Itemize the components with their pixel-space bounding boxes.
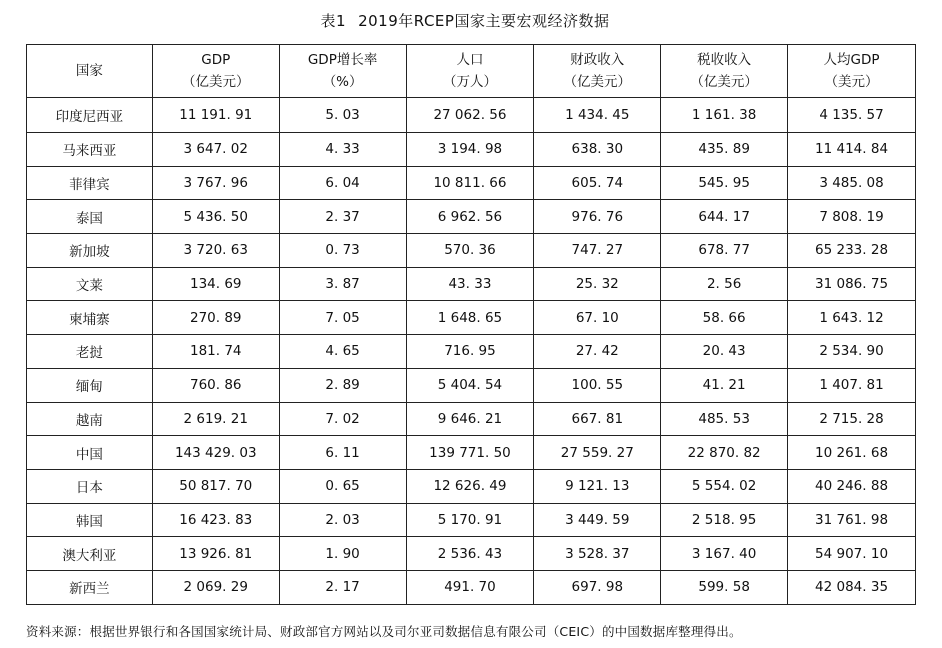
value-cell: 2. 03 (279, 503, 406, 537)
source-note: 资料来源：根据世界银行和各国国家统计局、财政部官方网站以及司尔亚司数据信息有限公司（CEIC）的中国数据库整理得出。 (26, 624, 742, 639)
value-cell: 10 261. 68 (788, 436, 916, 470)
value-cell: 5 170. 91 (406, 503, 534, 537)
value-cell: 10 811. 66 (406, 166, 534, 200)
value-cell: 22 870. 82 (661, 436, 788, 470)
value-cell: 2 534. 90 (788, 335, 916, 369)
value-cell: 6. 04 (279, 166, 406, 200)
column-header-label: 人口 (456, 52, 484, 68)
value-cell: 638. 30 (534, 133, 661, 167)
value-cell: 644. 17 (661, 200, 788, 234)
value-cell: 143 429. 03 (152, 436, 279, 470)
value-cell: 2. 56 (661, 267, 788, 301)
value-cell: 2 069. 29 (152, 570, 279, 604)
country-cell: 澳大利亚 (27, 537, 153, 571)
value-cell: 11 414. 84 (788, 133, 916, 167)
value-cell: 1 648. 65 (406, 301, 534, 335)
column-header-tax-revenue (661, 45, 788, 98)
column-header-population (406, 45, 534, 98)
value-cell: 2 619. 21 (152, 402, 279, 436)
value-cell: 100. 55 (534, 368, 661, 402)
value-cell: 67. 10 (534, 301, 661, 335)
value-cell: 27 559. 27 (534, 436, 661, 470)
value-cell: 139 771. 50 (406, 436, 534, 470)
country-cell: 马来西亚 (27, 133, 153, 167)
value-cell: 2 715. 28 (788, 402, 916, 436)
value-cell: 760. 86 (152, 368, 279, 402)
value-cell: 134. 69 (152, 267, 279, 301)
value-cell: 5 554. 02 (661, 469, 788, 503)
value-cell: 3 194. 98 (406, 133, 534, 167)
value-cell: 12 626. 49 (406, 469, 534, 503)
country-cell: 缅甸 (27, 368, 153, 402)
table-row (27, 166, 916, 200)
column-header-label: GDP (201, 52, 231, 68)
column-header-unit: （万人） (442, 74, 497, 90)
table-row (27, 570, 916, 604)
table-row (27, 335, 916, 369)
table-row (27, 200, 916, 234)
value-cell: 2. 89 (279, 368, 406, 402)
table-row (27, 537, 916, 571)
value-cell: 3 167. 40 (661, 537, 788, 571)
value-cell: 42 084. 35 (788, 570, 916, 604)
value-cell: 7. 02 (279, 402, 406, 436)
table-row (27, 98, 916, 133)
country-cell: 新西兰 (27, 570, 153, 604)
column-header-unit: （%） (322, 74, 363, 90)
column-header-unit: （亿美元） (690, 74, 758, 90)
value-cell: 605. 74 (534, 166, 661, 200)
value-cell: 181. 74 (152, 335, 279, 369)
column-header-label: 税收收入 (697, 52, 752, 68)
value-cell: 20. 43 (661, 335, 788, 369)
value-cell: 3. 87 (279, 267, 406, 301)
value-cell: 4. 33 (279, 133, 406, 167)
value-cell: 43. 33 (406, 267, 534, 301)
value-cell: 58. 66 (661, 301, 788, 335)
table-row (27, 301, 916, 335)
column-header-gdp-per-capita (788, 45, 916, 98)
table-row (27, 234, 916, 268)
country-cell: 柬埔寨 (27, 301, 153, 335)
country-cell: 印度尼西亚 (27, 98, 153, 133)
column-header-label: 财政收入 (570, 52, 625, 68)
value-cell: 2. 37 (279, 200, 406, 234)
column-header-fiscal-revenue (534, 45, 661, 98)
value-cell: 25. 32 (534, 267, 661, 301)
value-cell: 5 436. 50 (152, 200, 279, 234)
value-cell: 1 643. 12 (788, 301, 916, 335)
table-body (27, 98, 916, 605)
value-cell: 31 086. 75 (788, 267, 916, 301)
value-cell: 667. 81 (534, 402, 661, 436)
value-cell: 3 449. 59 (534, 503, 661, 537)
table-row (27, 133, 916, 167)
value-cell: 1 407. 81 (788, 368, 916, 402)
value-cell: 0. 65 (279, 469, 406, 503)
value-cell: 270. 89 (152, 301, 279, 335)
header-row (27, 45, 916, 98)
value-cell: 697. 98 (534, 570, 661, 604)
value-cell: 54 907. 10 (788, 537, 916, 571)
value-cell: 3 528. 37 (534, 537, 661, 571)
column-header-country (27, 45, 153, 98)
value-cell: 9 646. 21 (406, 402, 534, 436)
table-row (27, 267, 916, 301)
value-cell: 65 233. 28 (788, 234, 916, 268)
value-cell: 545. 95 (661, 166, 788, 200)
value-cell: 27. 42 (534, 335, 661, 369)
value-cell: 747. 27 (534, 234, 661, 268)
country-cell: 越南 (27, 402, 153, 436)
value-cell: 3 767. 96 (152, 166, 279, 200)
value-cell: 3 485. 08 (788, 166, 916, 200)
value-cell: 976. 76 (534, 200, 661, 234)
value-cell: 2. 17 (279, 570, 406, 604)
table-row (27, 469, 916, 503)
table-row (27, 368, 916, 402)
value-cell: 716. 95 (406, 335, 534, 369)
column-header-gdp-growth (279, 45, 406, 98)
value-cell: 13 926. 81 (152, 537, 279, 571)
value-cell: 27 062. 56 (406, 98, 534, 133)
value-cell: 5. 03 (279, 98, 406, 133)
value-cell: 11 191. 91 (152, 98, 279, 133)
value-cell: 2 518. 95 (661, 503, 788, 537)
value-cell: 6 962. 56 (406, 200, 534, 234)
macro-data-table (26, 44, 916, 605)
value-cell: 1 434. 45 (534, 98, 661, 133)
value-cell: 41. 21 (661, 368, 788, 402)
value-cell: 570. 36 (406, 234, 534, 268)
column-header-unit: （亿美元） (182, 74, 250, 90)
value-cell: 40 246. 88 (788, 469, 916, 503)
country-cell: 日本 (27, 469, 153, 503)
column-header-label: GDP增长率 (307, 52, 378, 68)
value-cell: 4. 65 (279, 335, 406, 369)
column-header-label: 人均GDP (823, 52, 880, 68)
country-cell: 老挝 (27, 335, 153, 369)
value-cell: 7 808. 19 (788, 200, 916, 234)
value-cell: 5 404. 54 (406, 368, 534, 402)
country-cell: 新加坡 (27, 234, 153, 268)
country-cell: 泰国 (27, 200, 153, 234)
country-cell: 中国 (27, 436, 153, 470)
table-row (27, 503, 916, 537)
column-header-gdp (152, 45, 279, 98)
table-number: 表1 (320, 12, 347, 30)
value-cell: 485. 53 (661, 402, 788, 436)
value-cell: 678. 77 (661, 234, 788, 268)
column-header-unit: （亿美元） (563, 74, 632, 90)
column-header-unit: （美元） (824, 74, 879, 90)
value-cell: 7. 05 (279, 301, 406, 335)
country-cell: 韩国 (27, 503, 153, 537)
table-row (27, 436, 916, 470)
table-caption: 2019年RCEP国家主要宏观经济数据 (358, 12, 610, 30)
table-row (27, 402, 916, 436)
table-title (0, 10, 942, 31)
value-cell: 50 817. 70 (152, 469, 279, 503)
value-cell: 16 423. 83 (152, 503, 279, 537)
value-cell: 599. 58 (661, 570, 788, 604)
value-cell: 2 536. 43 (406, 537, 534, 571)
value-cell: 491. 70 (406, 570, 534, 604)
value-cell: 1 161. 38 (661, 98, 788, 133)
country-cell: 菲律宾 (27, 166, 153, 200)
column-header-label: 国家 (75, 63, 103, 79)
value-cell: 0. 73 (279, 234, 406, 268)
value-cell: 31 761. 98 (788, 503, 916, 537)
country-cell: 文莱 (27, 267, 153, 301)
value-cell: 3 720. 63 (152, 234, 279, 268)
value-cell: 6. 11 (279, 436, 406, 470)
value-cell: 4 135. 57 (788, 98, 916, 133)
value-cell: 9 121. 13 (534, 469, 661, 503)
value-cell: 435. 89 (661, 133, 788, 167)
value-cell: 1. 90 (279, 537, 406, 571)
value-cell: 3 647. 02 (152, 133, 279, 167)
